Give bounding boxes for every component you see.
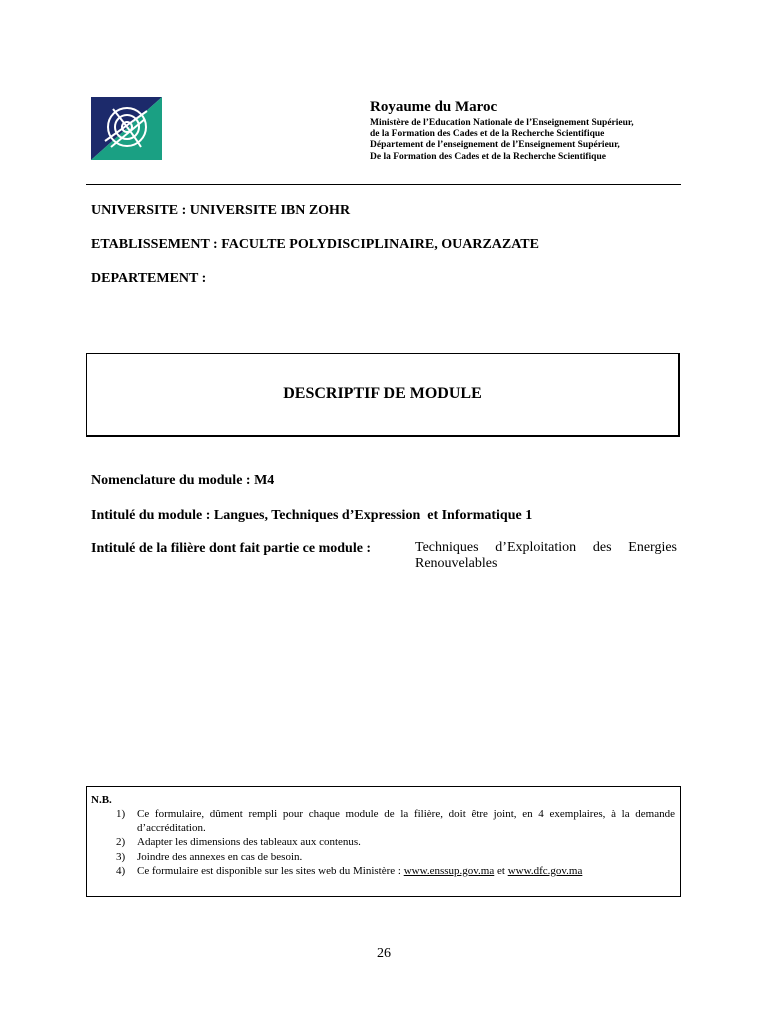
nb-item-number: 1) — [116, 808, 126, 820]
nb-list — [87, 807, 680, 878]
header-divider — [86, 184, 681, 185]
department-line: DEPARTEMENT : — [91, 271, 207, 286]
nb-title: N.B. — [91, 794, 112, 806]
ministry-header — [370, 98, 670, 163]
nb-item-text: et — [494, 864, 508, 877]
ministry-line-3: Département de l’enseignement de l’Enseignement Supérieur, — [370, 140, 620, 151]
ministry-logo-icon — [91, 97, 162, 160]
title-box — [86, 353, 680, 437]
nb-item — [87, 835, 680, 849]
kingdom-name: Royaume du Maroc — [370, 99, 498, 115]
enssup-link[interactable]: www.enssup.gov.ma — [403, 864, 495, 877]
filiere-value — [415, 540, 677, 572]
filiere-label: Intitulé de la filière dont fait partie ce module : — [91, 541, 372, 556]
establishment-line: ETABLISSEMENT : FACULTE POLYDISCIPLINAIRE, OUARZAZATE — [91, 237, 539, 252]
nb-box — [86, 786, 681, 897]
nb-item-number: 4) — [116, 864, 126, 877]
document-title: DESCRIPTIF DE MODULE — [283, 385, 482, 402]
nb-item — [87, 850, 680, 864]
nb-item — [87, 807, 680, 835]
dfc-link[interactable]: www.dfc.gov.ma — [507, 864, 583, 877]
nb-item-text: Ce formulaire, dûment rempli pour chaque module de la filière, doit être joint, en 4 exemplaires, à la demande d’accréditation. — [137, 808, 675, 835]
nb-item — [87, 864, 680, 878]
nb-item-number: 3) — [116, 850, 126, 863]
module-nomenclature: Nomenclature du module : M4 — [91, 473, 275, 488]
ministry-line-2: de la Formation des Cades et de la Recherche Scientifique — [370, 129, 605, 140]
page-number: 26 — [377, 946, 391, 961]
filiere-value-line-1: Techniques d’Exploitation des Energies — [415, 540, 677, 555]
module-title: Intitulé du module : Langues, Techniques d’Expression et Informatique 1 — [91, 508, 533, 523]
nb-item-number: 2) — [116, 836, 126, 849]
nb-item-text: Joindre des annexes en cas de besoin. — [137, 850, 303, 863]
ministry-line-1: Ministère de l’Education Nationale de l’Enseignement Supérieur, — [370, 118, 634, 128]
university-line: UNIVERSITE : UNIVERSITE IBN ZOHR — [91, 203, 351, 218]
nb-item-text: Ce formulaire est disponible sur les sites web du Ministère : — [137, 864, 404, 877]
nb-item-text: Adapter les dimensions des tableaux aux contenus. — [137, 836, 361, 849]
ministry-line-4: De la Formation des Cades et de la Recherche Scientifique — [370, 151, 606, 162]
filiere-value-line-2: Renouvelables — [415, 556, 498, 571]
